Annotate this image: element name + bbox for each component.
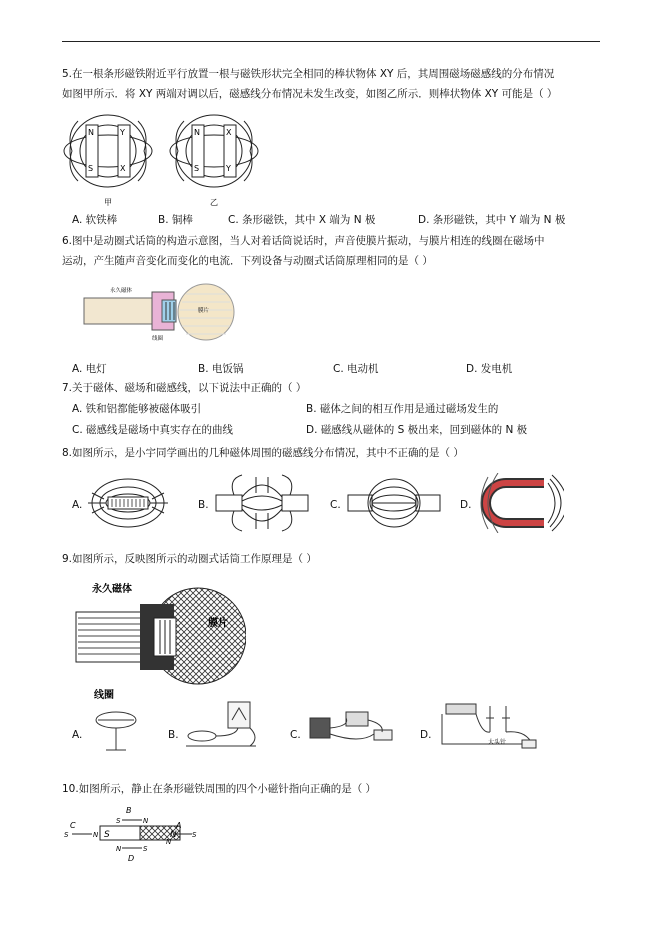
q8-option-b-figure[interactable]: [212, 473, 312, 533]
q5-figure: [62, 105, 272, 209]
q10-needle-d-s: S: [143, 845, 148, 853]
q10-figure: [62, 804, 202, 866]
q5-jia-n-label: N: [88, 128, 94, 137]
q5-fig-jia: [64, 115, 152, 187]
q5-fig-yi-caption: 乙: [210, 198, 218, 207]
q5-option-d[interactable]: D. 条形磁铁，其中 Y 端为 N 极: [418, 214, 566, 226]
q10-bar-s-label: S: [104, 830, 110, 840]
q6-magnet-label: 永久磁体: [110, 288, 133, 294]
q9-option-d-figure[interactable]: [436, 700, 546, 756]
q6-option-a[interactable]: A. 电灯: [72, 363, 107, 375]
q5-jia-x-label: X: [120, 164, 126, 173]
q5-fig-yi: [170, 115, 258, 187]
q7-option-d[interactable]: D. 磁感线从磁体的 S 极出来，回到磁体的 N 极: [306, 424, 528, 436]
q10-needle-a-n: N: [166, 838, 172, 846]
q10-needle-b-label: B: [126, 806, 132, 815]
q5-option-c[interactable]: C. 条形磁铁，其中 X 端为 N 极: [228, 214, 376, 226]
q6-option-b[interactable]: B. 电饭锅: [198, 363, 244, 375]
header-rule: [62, 41, 600, 42]
q6-stem-line2: 运动，产生随声音变化而变化的电流．下列设备与动圈式话筒原理相同的是（ ）: [62, 255, 433, 267]
q7-option-c[interactable]: C. 磁感线是磁场中真实存在的曲线: [72, 424, 234, 436]
q10-needle-d-n: N: [116, 845, 122, 853]
q5-stem-line2: 如图甲所示．将 XY 两端对调以后，磁感线分布情况未发生改变，如图乙所示．则棒状物体 XY 可能是（ ）: [62, 88, 558, 100]
q8-option-b-letter[interactable]: B.: [198, 499, 209, 511]
q8-option-d-figure[interactable]: [474, 473, 564, 533]
q9-magnet-label: 永久磁体: [92, 584, 132, 595]
q8-option-a-figure[interactable]: [86, 473, 170, 533]
q9-d-pin-label: 大头针: [488, 739, 507, 746]
q9-option-a-figure[interactable]: [86, 704, 146, 754]
q10-needle-a-label: A: [176, 821, 182, 830]
q7-stem: 7.关于磁体、磁场和磁感线，以下说法中正确的（ ）: [62, 382, 307, 394]
q9-coil-label: 线圈: [94, 690, 114, 701]
q10-needle-d-label: D: [128, 854, 135, 863]
q10-needle-c-s: S: [64, 831, 69, 839]
q6-diaphragm-label: 膜片: [198, 308, 210, 314]
q5-yi-x-label: X: [226, 128, 232, 137]
q10-needle-c-label: C: [70, 821, 76, 830]
q10-needle-b-s: S: [116, 817, 121, 825]
q8-option-c-figure[interactable]: [344, 473, 444, 533]
q6-coil-label: 线圈: [152, 336, 164, 342]
q9-option-b-letter[interactable]: B.: [168, 729, 179, 741]
q9-option-d-letter[interactable]: D.: [420, 729, 432, 741]
q9-option-c-figure[interactable]: [302, 708, 398, 748]
q5-yi-n-label: N: [194, 128, 200, 137]
q9-diaphragm-label: 膜片: [208, 618, 228, 629]
q8-option-c-letter[interactable]: C.: [330, 499, 341, 511]
q9-microphone-figure: [70, 578, 246, 702]
q6-stem-line1: 6.图中是动圈式话筒的构造示意图，当人对着话筒说话时，声音使膜片振动，与膜片相连的线圈在磁场中: [62, 235, 545, 247]
q5-jia-s-label: S: [88, 164, 94, 173]
q6-option-d[interactable]: D. 发电机: [466, 363, 513, 375]
q9-option-a-letter[interactable]: A.: [72, 729, 83, 741]
q10-bar-n-label: N: [170, 830, 177, 840]
q5-yi-y-label: Y: [226, 164, 231, 173]
q5-stem-line1: 5.在一根条形磁铁附近平行放置一根与磁铁形状完全相同的棒状物体 XY 后，其周围磁场磁感线的分布情况: [62, 68, 555, 80]
q6-microphone-figure: [80, 282, 240, 344]
q8-stem: 8.如图所示，是小宇同学画出的几种磁体周围的磁感线分布情况，其中不正确的是（ ）: [62, 447, 464, 459]
q10-needle-c-n: N: [93, 831, 99, 839]
q10-needle-b-n: N: [143, 817, 149, 825]
q6-option-c[interactable]: C. 电动机: [333, 363, 379, 375]
q9-stem: 9.如图所示，反映图所示的动圈式话筒工作原理是（ ）: [62, 553, 317, 565]
q8-option-a-letter[interactable]: A.: [72, 499, 83, 511]
q10-needle-a-s: S: [192, 831, 197, 839]
q10-stem: 10.如图所示，静止在条形磁铁周围的四个小磁针指向正确的是（ ）: [62, 783, 377, 795]
q9-option-b-figure[interactable]: [180, 700, 266, 754]
q9-option-c-letter[interactable]: C.: [290, 729, 301, 741]
q5-fig-jia-caption: 甲: [104, 198, 112, 207]
q5-option-a[interactable]: A. 软铁棒: [72, 214, 118, 226]
q7-option-a[interactable]: A. 铁和铝都能够被磁体吸引: [72, 403, 202, 415]
q7-option-b[interactable]: B. 磁体之间的相互作用是通过磁场发生的: [306, 403, 499, 415]
q5-jia-y-label: Y: [120, 128, 125, 137]
q5-yi-s-label: S: [194, 164, 200, 173]
q8-option-d-letter[interactable]: D.: [460, 499, 472, 511]
q5-option-b[interactable]: B. 铜棒: [158, 214, 193, 226]
